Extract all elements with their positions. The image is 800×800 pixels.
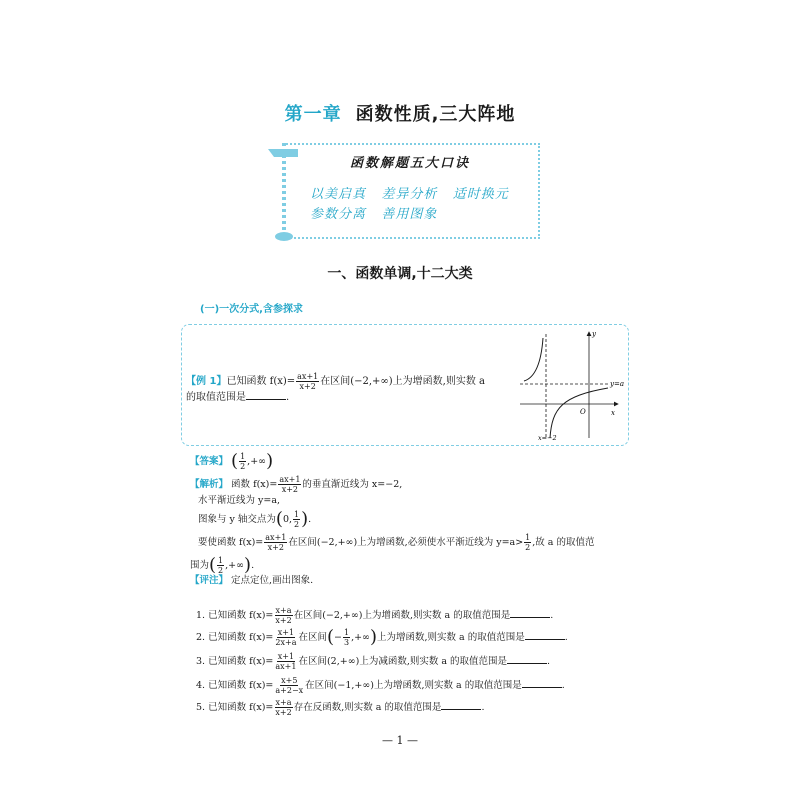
fraction-numerator: ax+1 <box>297 372 319 381</box>
fraction-numerator: x+1 <box>277 652 295 661</box>
fraction-denominator: 2 <box>240 462 246 471</box>
chapter-number: 第一章 <box>284 104 342 125</box>
exercise-end: . <box>481 702 485 713</box>
comment-text: 定点定位,画出图象. <box>231 575 314 586</box>
exercise-pre: 已知函数 f(x)= <box>208 656 274 667</box>
exercise-fraction <box>274 698 292 717</box>
chapter-name: 函数性质,三大阵地 <box>355 104 516 125</box>
fraction-numerator: x+5 <box>281 676 298 685</box>
analysis-fraction-3 <box>293 510 300 529</box>
analysis-l5-pre: 围为 <box>190 560 210 571</box>
fraction-numerator: ax+1 <box>279 475 301 484</box>
fraction-numerator: 1 <box>343 628 350 637</box>
answer-blank <box>510 617 550 618</box>
comment-line <box>190 574 313 587</box>
analysis-fraction-4 <box>264 533 287 552</box>
comment-tag: 【评注】 <box>190 575 229 586</box>
analysis-l3-pre: 图象与 y 轴交点为 <box>198 514 276 525</box>
analysis-l4-post: ,故 a 的取值范 <box>532 537 595 548</box>
exercise-fraction <box>274 676 304 695</box>
exercise-fraction <box>274 652 297 671</box>
subsection-title: (一)一次分式,含参探求 <box>200 304 303 315</box>
exercise-end: . <box>564 632 568 643</box>
exercise-number: 2. <box>196 632 206 643</box>
fraction-numerator: 1 <box>240 452 246 461</box>
analysis-tag: 【解析】 <box>190 479 229 490</box>
fraction-denominator: x+2 <box>267 543 284 552</box>
function-graph <box>516 326 626 444</box>
right-branch-curve <box>550 388 608 438</box>
exercise-interval-fraction <box>343 628 350 647</box>
example-1-post: 在区间(−2,+∞)上为增函数,则实数 a <box>320 376 485 387</box>
analysis-line-5: 围为( $\frac{1}{2}$ ,+∞). <box>190 554 255 576</box>
analysis-l1-post: 的垂直渐近线为 x=−2, <box>302 479 403 490</box>
motto-line-2: 参数分离 善用图象 <box>310 207 438 222</box>
fraction-denominator: x+2 <box>299 382 316 391</box>
horizontal-asymptote-label: y=a <box>610 380 624 388</box>
exercise-pre: 已知函数 f(x)= <box>208 632 274 643</box>
exercise-number: 1. <box>196 610 206 621</box>
exercise-pre: 已知函数 f(x)= <box>208 610 274 621</box>
analysis-l3-inner: 0, <box>282 514 293 525</box>
exercise-1 <box>196 606 553 625</box>
exercise-3 <box>196 652 550 671</box>
analysis-fraction-4b <box>524 533 531 552</box>
exercise-number: 3. <box>196 656 206 667</box>
exercise-number: 5. <box>196 702 206 713</box>
example-1-line-1 <box>186 372 485 391</box>
fraction-numerator: x+a <box>275 698 292 707</box>
answer-line: 【答案】 ( $\frac{1}{2}$ ,+∞) <box>190 450 274 472</box>
answer-blank <box>507 663 547 664</box>
exercise-post: 在区间(−1,+∞)上为增函数,则实数 a 的取值范围是 <box>305 680 522 691</box>
answer-rest: ,+∞ <box>247 456 267 467</box>
example-1-pre: 已知函数 f(x)= <box>226 376 296 387</box>
answer-blank <box>522 687 562 688</box>
fraction-numerator: x+a <box>275 606 292 615</box>
exercise-post: 在区间(−2,+∞)上为增函数,则实数 a 的取值范围是 <box>293 610 511 621</box>
exercise-mid: 在区间 <box>298 632 327 643</box>
fraction-numerator: 1 <box>294 510 300 519</box>
answer-blank <box>246 399 286 400</box>
exercise-end: . <box>561 680 565 691</box>
exercise-pre: 已知函数 f(x)= <box>208 702 274 713</box>
exercise-end: . <box>550 610 554 621</box>
motto-line-1: 以美启真 差异分析 适时换元 <box>310 187 509 202</box>
exercise-5 <box>196 698 484 717</box>
analysis-fraction-1 <box>278 475 301 494</box>
fraction-denominator: ax+1 <box>275 662 297 671</box>
fraction-numerator: ax+1 <box>265 533 287 542</box>
example-1-tag: 【例 1】 <box>186 376 227 387</box>
fraction-denominator: 2 <box>525 543 531 552</box>
answer-tag: 【答案】 <box>190 456 229 467</box>
analysis-l4-pre: 要使函数 f(x)= <box>198 537 264 548</box>
exercise-fraction <box>274 606 292 625</box>
analysis-l1-pre: 函数 f(x)= <box>231 479 278 490</box>
fraction-denominator: x+2 <box>275 616 292 625</box>
y-axis-label: y <box>592 330 596 338</box>
analysis-l5-rest: ,+∞ <box>225 560 245 571</box>
origin-label: O <box>580 408 586 416</box>
fraction-numerator: 1 <box>525 533 531 542</box>
exercise-2: 2. 已知函数 f(x)= $\frac{x+1}{2x+a}$ 在区间(− $\frac{1}{3}$ ,+∞)上为增函数,则实数 a 的取值范围是 . <box>196 626 568 648</box>
analysis-l5-end: . <box>251 560 255 571</box>
x-axis-label: x <box>611 409 615 417</box>
exercise-post: 在区间(2,+∞)上为减函数,则实数 a 的取值范围是 <box>298 656 508 667</box>
chapter-title <box>0 100 800 126</box>
fraction-denominator: 2 <box>218 566 224 575</box>
fraction-denominator: 2 <box>294 520 300 529</box>
example-1-line-2-end: . <box>286 392 290 403</box>
analysis-line-4 <box>198 533 595 552</box>
analysis-line-1 <box>190 475 402 494</box>
fraction-denominator: x+2 <box>275 708 292 717</box>
analysis-line-3: 图象与 y 轴交点为(0, $\frac{1}{2}$ ). <box>198 508 312 530</box>
section-title: 一、函数单调,十二大类 <box>327 266 473 282</box>
analysis-l4-mid: 在区间(−2,+∞)上为增函数,必须使水平渐近线为 y=a> <box>288 537 524 548</box>
exercise-4 <box>196 676 565 695</box>
analysis-line-2: 水平渐近线为 y=a, <box>198 495 281 506</box>
answer-blank <box>441 709 481 710</box>
exercise-fraction <box>274 628 297 647</box>
exercise-post: 上为增函数,则实数 a 的取值范围是 <box>377 632 525 643</box>
exercise-post: 存在反函数,则实数 a 的取值范围是 <box>293 702 442 713</box>
example-1-line-2-text: 的取值范围是 <box>186 392 246 403</box>
motto-dot-decoration <box>275 232 293 241</box>
example-1-line-2 <box>186 392 289 404</box>
fraction-numerator: 1 <box>218 556 224 565</box>
fraction-numerator: x+1 <box>277 628 295 637</box>
left-branch-curve <box>524 338 543 381</box>
example-1-fraction <box>296 372 319 391</box>
exercise-pre: 已知函数 f(x)= <box>208 680 274 691</box>
answer-blank <box>525 639 565 640</box>
answer-fraction <box>239 452 246 471</box>
fraction-denominator: a+2−x <box>275 686 304 695</box>
exercise-interval-rest: ,+∞ <box>351 632 370 643</box>
fraction-denominator: x+2 <box>281 485 299 494</box>
fraction-denominator: 2x+a <box>275 638 297 647</box>
analysis-fraction-5 <box>217 556 224 575</box>
page-number: — 1 — <box>382 734 418 747</box>
fraction-denominator: 3 <box>343 638 350 647</box>
vertical-asymptote-label: x=−2 <box>538 434 557 442</box>
exercise-number: 4. <box>196 680 206 691</box>
motto-heading: 函数解题五大口诀 <box>349 156 470 171</box>
exercise-end: . <box>547 656 551 667</box>
